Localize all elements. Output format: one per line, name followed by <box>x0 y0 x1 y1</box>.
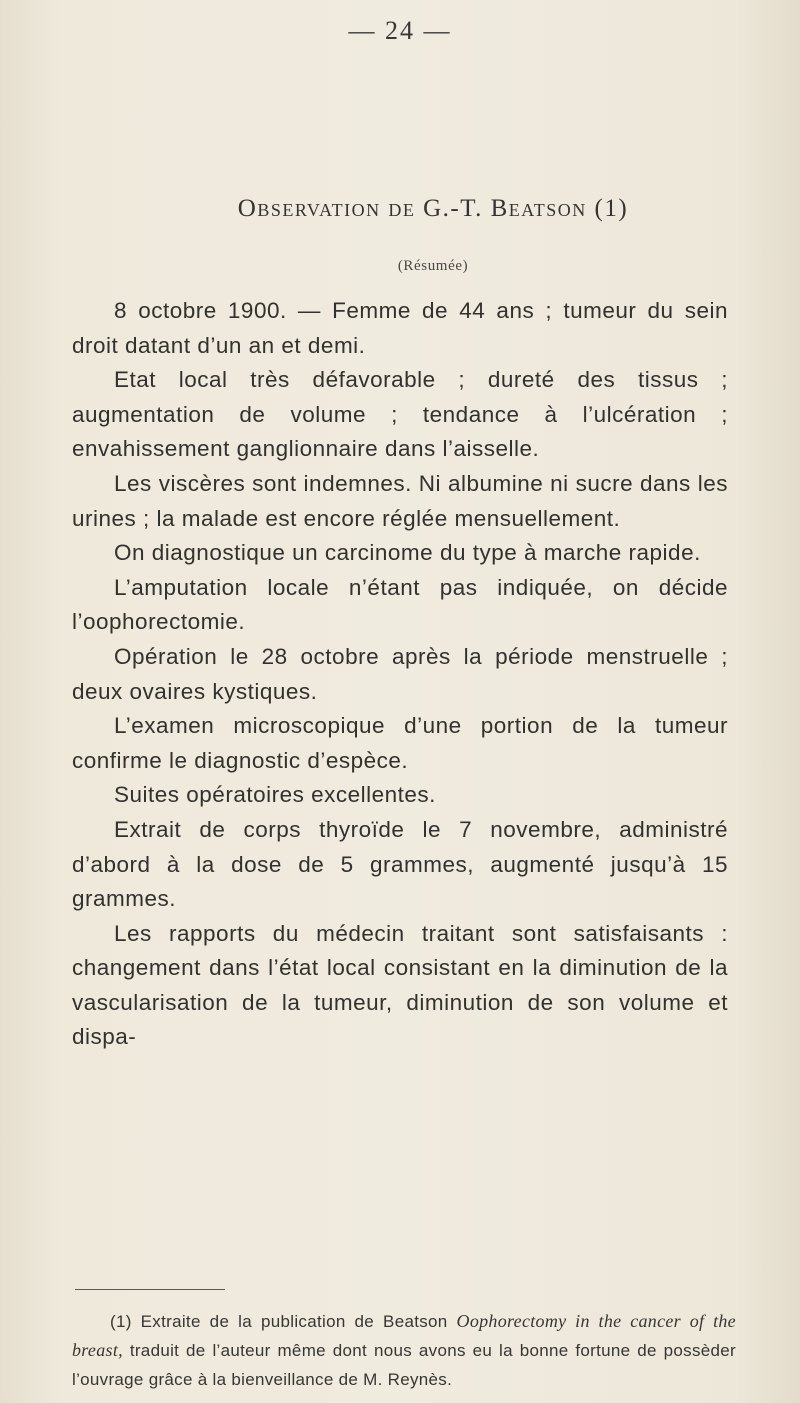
paragraph-oophorectomy-decision: L’amputation locale n’étant pas indiquée, on décide l’oophorectomie. <box>72 574 728 635</box>
paragraph-diagnosis: On diagnostique un carcinome du type à marche rapide. <box>114 540 701 566</box>
observation-subtitle: (Résumée) <box>397 258 469 274</box>
page-number: — 24 — <box>348 16 452 45</box>
observation-body <box>72 294 728 1055</box>
footnote-marker: (1) <box>110 1312 132 1331</box>
paragraph-reports: Les rapports du médecin traitant sont satisfaisants : changement dans l’état local consistant en la diminution de la vascularisation de la tumeur, diminution de son volume et dispa- <box>72 920 728 1050</box>
paragraph-thyroid-extract: Extrait de corps thyroïde le 7 novembre, administré d’abord à la dose de 5 grammes, augmenté jusqu’à 15 grammes. <box>72 816 728 912</box>
footnote-text-before: Extraite de la publication de Beatson <box>140 1312 448 1331</box>
footnote-text-after: traduit de l’auteur même dont nous avons eu la bonne fortune de possèder l’ouvrage grâce à la bienveillance de M. Reynès. <box>72 1341 737 1389</box>
paragraph-local-state: Etat local très défavorable ; dureté des tissus ; augmentation de volume ; tendance à l’ulcération ; envahissement ganglionnaire dans l’aisselle. <box>72 367 728 462</box>
footnote-italic-title: Oophorectomy in the cancer of the breast, <box>72 1311 736 1360</box>
paragraph-operation: Opération le 28 octobre après la période menstruelle ; deux ovaires kystiques. <box>72 643 728 704</box>
paragraph-viscera: Les viscères sont indemnes. Ni albumine ni sucre dans les urines ; la malade est encore réglée mensuellement. <box>72 470 728 531</box>
footnote-divider <box>75 1289 225 1290</box>
paragraph-postoperative: Suites opératoires excellentes. <box>114 782 436 808</box>
observation-title: Observation de G.-T. Beatson (1) <box>237 195 629 222</box>
paragraph-microscopy: L’examen microscopique d’une portion de la tumeur confirme le diagnostic d’espèce. <box>72 713 728 773</box>
footnote <box>72 1307 736 1394</box>
paragraph-date-patient: 8 octobre 1900. — Femme de 44 ans ; tumeur du sein droit datant d’un an et demi. <box>72 298 728 358</box>
